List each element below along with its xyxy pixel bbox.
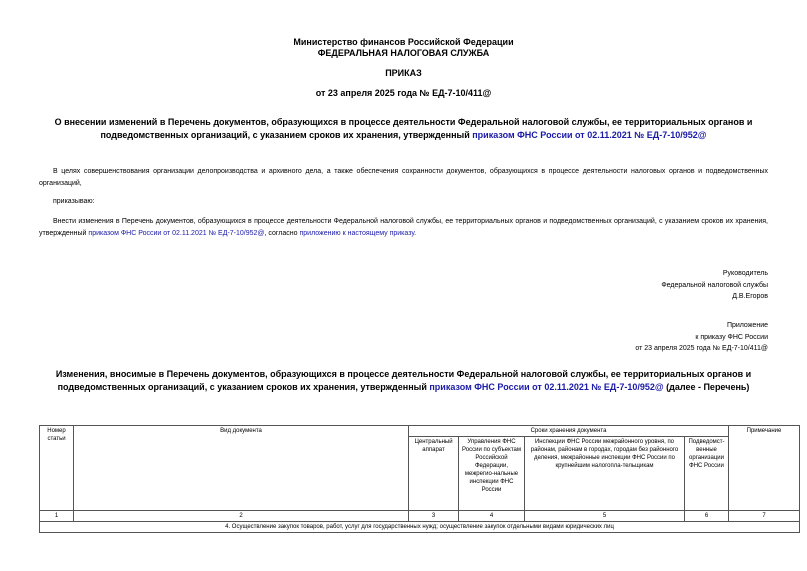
order-paragraph-text: Внести изменения в Перечень документов, образующихся в процессе деятельности Федеральной налоговой службы, ее территориальных органов и подведомственных организаций, с указанием сроков их хранения, утвержденный bbox=[39, 218, 768, 237]
appendix-reference bbox=[500, 320, 768, 355]
table-section-row bbox=[40, 522, 800, 533]
appendix-order-date: от 23 апреля 2025 года № ЕД-7-10/411@ bbox=[635, 345, 768, 352]
order-paragraph-end: . bbox=[414, 229, 417, 237]
appendix-link[interactable]: приложению к настоящему приказу bbox=[299, 229, 415, 237]
column-number: 5 bbox=[525, 511, 685, 522]
header-article-number: Номер статьи bbox=[40, 426, 74, 511]
column-number: 1 bbox=[40, 511, 74, 522]
order-paragraph bbox=[39, 216, 768, 239]
signature-name: Д.В.Егоров bbox=[732, 293, 768, 300]
doc-type: ПРИКАЗ bbox=[385, 68, 422, 78]
order-title-link[interactable]: приказом ФНС России от 02.11.2021 № ЕД-7-10/952@ bbox=[472, 129, 707, 140]
header-inspections: Инспекции ФНС России межрайонного уровня, по районам, районам в городах, городам без районного деления, межрайонные инспекции ФНС России по крупнейшим налогопла-тельщикам bbox=[525, 437, 685, 511]
appendix-title bbox=[45, 368, 762, 393]
signature-block bbox=[500, 268, 768, 303]
appendix-order-ref: к приказу ФНС России bbox=[695, 333, 768, 341]
table-header-row bbox=[40, 426, 800, 437]
header-central-office: Центральный аппарат bbox=[409, 437, 459, 511]
column-number: 7 bbox=[729, 511, 800, 522]
service-name: ФЕДЕРАЛЬНАЯ НАЛОГОВАЯ СЛУЖБА bbox=[317, 48, 490, 58]
appendix-title-text: Изменения, вносимые в Перечень документов, образующихся в процессе деятельности Федеральной налоговой службы, ее территориальных органов и подведомственных организаций, с указанием сроков их хранения, утвержденный bbox=[55, 369, 752, 392]
appendix-title-suffix: (далее - Перечень) bbox=[663, 381, 750, 392]
order-title bbox=[50, 116, 757, 141]
doc-date-number: от 23 апреля 2025 года № ЕД-7-10/411@ bbox=[315, 88, 492, 98]
appendix-title-link[interactable]: приказом ФНС России от 02.11.2021 № ЕД-7-10/952@ bbox=[429, 381, 664, 392]
intro-paragraph: В целях совершенствования организации делопроизводства и архивного дела, а также обеспечения сохранности документов, образующихся в процессе деятельности налоговых органов и подведомственных организаций, bbox=[39, 168, 768, 187]
column-number: 6 bbox=[685, 511, 729, 522]
column-number: 3 bbox=[409, 511, 459, 522]
table-column-numbers-row bbox=[40, 511, 800, 522]
column-number: 4 bbox=[459, 511, 525, 522]
signature-position: Руководитель bbox=[722, 270, 768, 277]
column-number: 2 bbox=[74, 511, 409, 522]
signature-organization: Федеральной налоговой службы bbox=[661, 281, 768, 289]
order-base-link[interactable]: приказом ФНС России от 02.11.2021 № ЕД-7-10/952@ bbox=[88, 229, 265, 237]
ministry-name: Министерство финансов Российской Федерации bbox=[293, 37, 514, 47]
order-title-text: О внесении изменений в Перечень документов, образующихся в процессе деятельности Федеральной налоговой службы, ее территориальных органов и подведомственных организаций, с указанием сроков их хранения, утвержденный bbox=[54, 117, 753, 140]
header-regional-offices: Управления ФНС России по субъектам Российской Федерации, межрегио-нальные инспекции ФНС России bbox=[459, 437, 525, 511]
appendix-label: Приложение bbox=[726, 322, 768, 329]
section-heading: 4. Осуществление закупок товаров, работ, услуг для государственных нужд; осуществление закупок отдельными видами юридических лиц bbox=[40, 522, 800, 533]
order-paragraph-text-2: , согласно bbox=[264, 229, 300, 237]
header-note: Примечание bbox=[729, 426, 800, 511]
header-subordinate-orgs: Подведомст-венные организации ФНС России bbox=[685, 437, 729, 511]
header-storage-terms: Сроки хранения документа bbox=[409, 426, 729, 437]
header-document-kind: Вид документа bbox=[74, 426, 409, 511]
order-command: приказываю: bbox=[53, 198, 95, 205]
changes-table bbox=[39, 425, 800, 533]
